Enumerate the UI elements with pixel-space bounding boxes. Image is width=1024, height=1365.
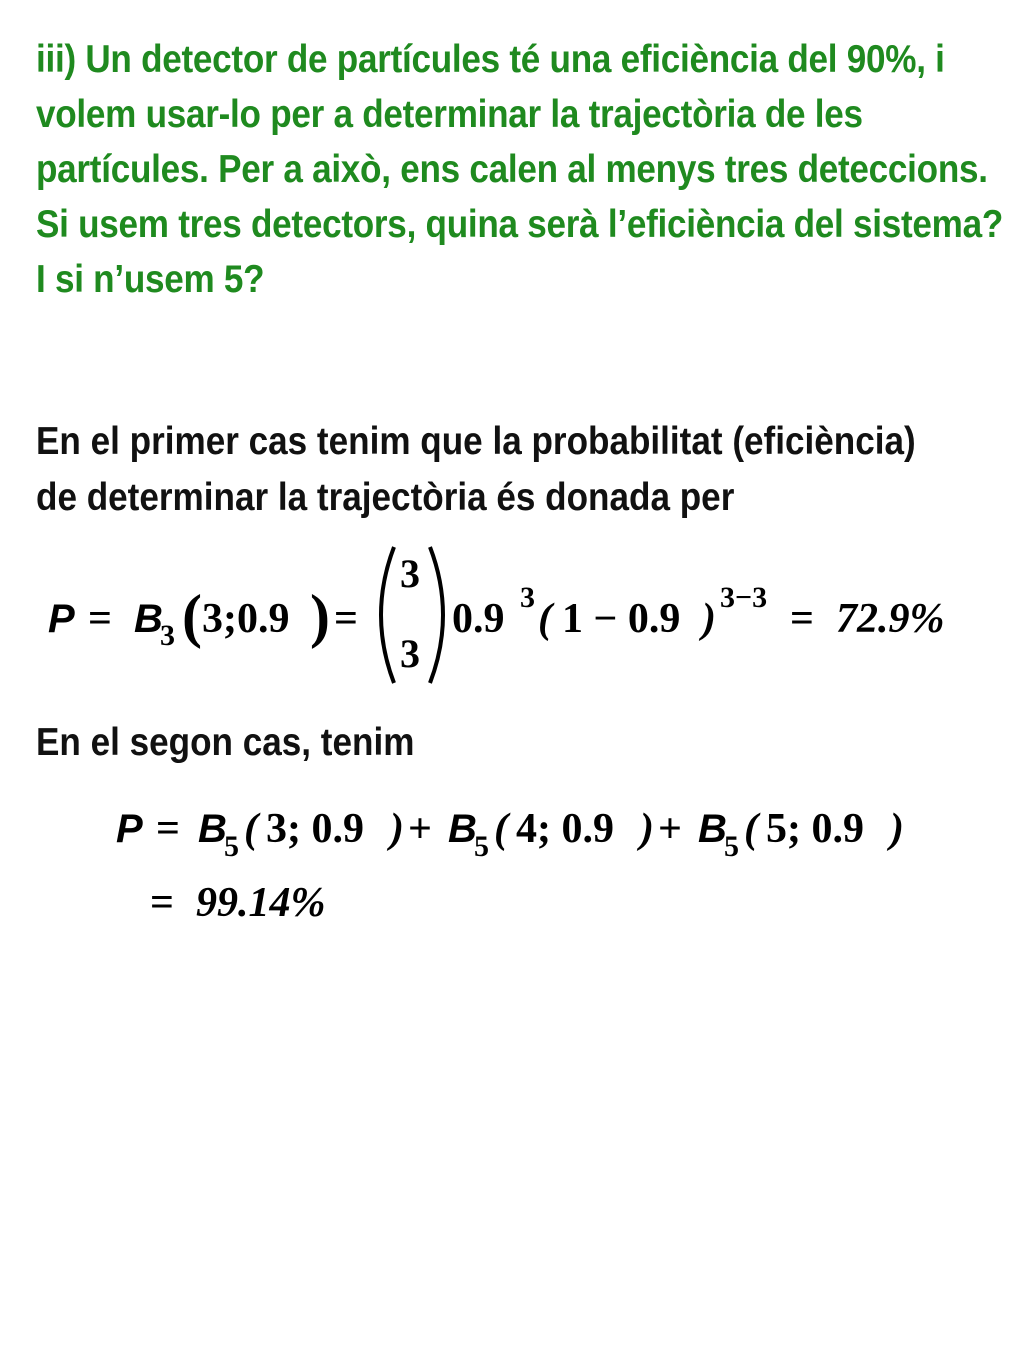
formula1-paren-close: ) <box>702 596 716 642</box>
formula-first-case <box>0 535 1024 695</box>
formula1-equals-2: = <box>334 596 358 642</box>
formula1-base: 0.9 <box>452 596 505 642</box>
formula2-P: P <box>116 807 143 851</box>
binom-left-paren <box>381 547 394 683</box>
formula2-plus-1: + <box>408 806 432 852</box>
formula2-B-2: B <box>448 807 477 851</box>
formula1-paren-open: ( <box>538 596 552 642</box>
formula2-equals: = <box>156 806 180 852</box>
formula2-open-1: ( <box>244 806 258 852</box>
formula2-B-subscript-3: 5 <box>724 830 739 863</box>
formula2-open-3: ( <box>744 806 758 852</box>
first-case-line-2: de determinar la trajectòria és donada per <box>36 476 735 519</box>
formula2-B-subscript-2: 5 <box>474 830 489 863</box>
formula1-equals: = <box>88 596 112 642</box>
formula1-P: P <box>48 597 75 641</box>
question-text: iii) Un detector de partícules té una eficiència del 90%, i volem usar-lo per a determinar la trajectòria de les partícules. Per a això, ens calen al menys tres deteccions. Si usem tres detectors, quina serà l’eficiència del sistema? I si n’usem 5? <box>36 38 1004 301</box>
formula2-equals-line2: = <box>150 880 174 926</box>
formula1-result: 72.9% <box>836 596 945 642</box>
formula2-close-2: ) <box>640 806 654 852</box>
second-case-line: En el segon cas, tenim <box>36 721 415 764</box>
formula2-B-3: B <box>698 807 727 851</box>
formula2-term2: 4; 0.9 <box>516 806 614 852</box>
formula2-open-2: ( <box>494 806 508 852</box>
formula1-argument: 3;0.9 <box>202 596 290 642</box>
formula1-equals-3: = <box>790 596 814 642</box>
binom-right-paren <box>430 547 443 683</box>
formula1-exponent: 3−3 <box>720 581 768 614</box>
formula1-right-paren: ) <box>310 583 330 649</box>
formula1-B: B <box>134 597 163 641</box>
formula1-inner: 1 − 0.9 <box>562 596 681 642</box>
formula1-left-paren: ( <box>182 583 202 649</box>
formula1-base-exponent: 3 <box>520 581 535 614</box>
binom-top: 3 <box>400 551 420 596</box>
formula2-term3: 5; 0.9 <box>766 806 864 852</box>
formula2-plus-2: + <box>658 806 682 852</box>
formula2-result: 99.14% <box>196 880 326 926</box>
formula-second-case <box>0 790 1024 930</box>
formula2-B-1: B <box>198 807 227 851</box>
binom-bottom: 3 <box>400 631 420 676</box>
formula2-term1: 3; 0.9 <box>266 806 364 852</box>
first-case-line-1: En el primer cas tenim que la probabilitat (eficiència) <box>36 420 916 463</box>
formula1-B-subscript: 3 <box>160 619 175 652</box>
formula2-close-1: ) <box>390 806 404 852</box>
formula2-B-subscript-1: 5 <box>224 830 239 863</box>
formula2-close-3: ) <box>890 806 904 852</box>
